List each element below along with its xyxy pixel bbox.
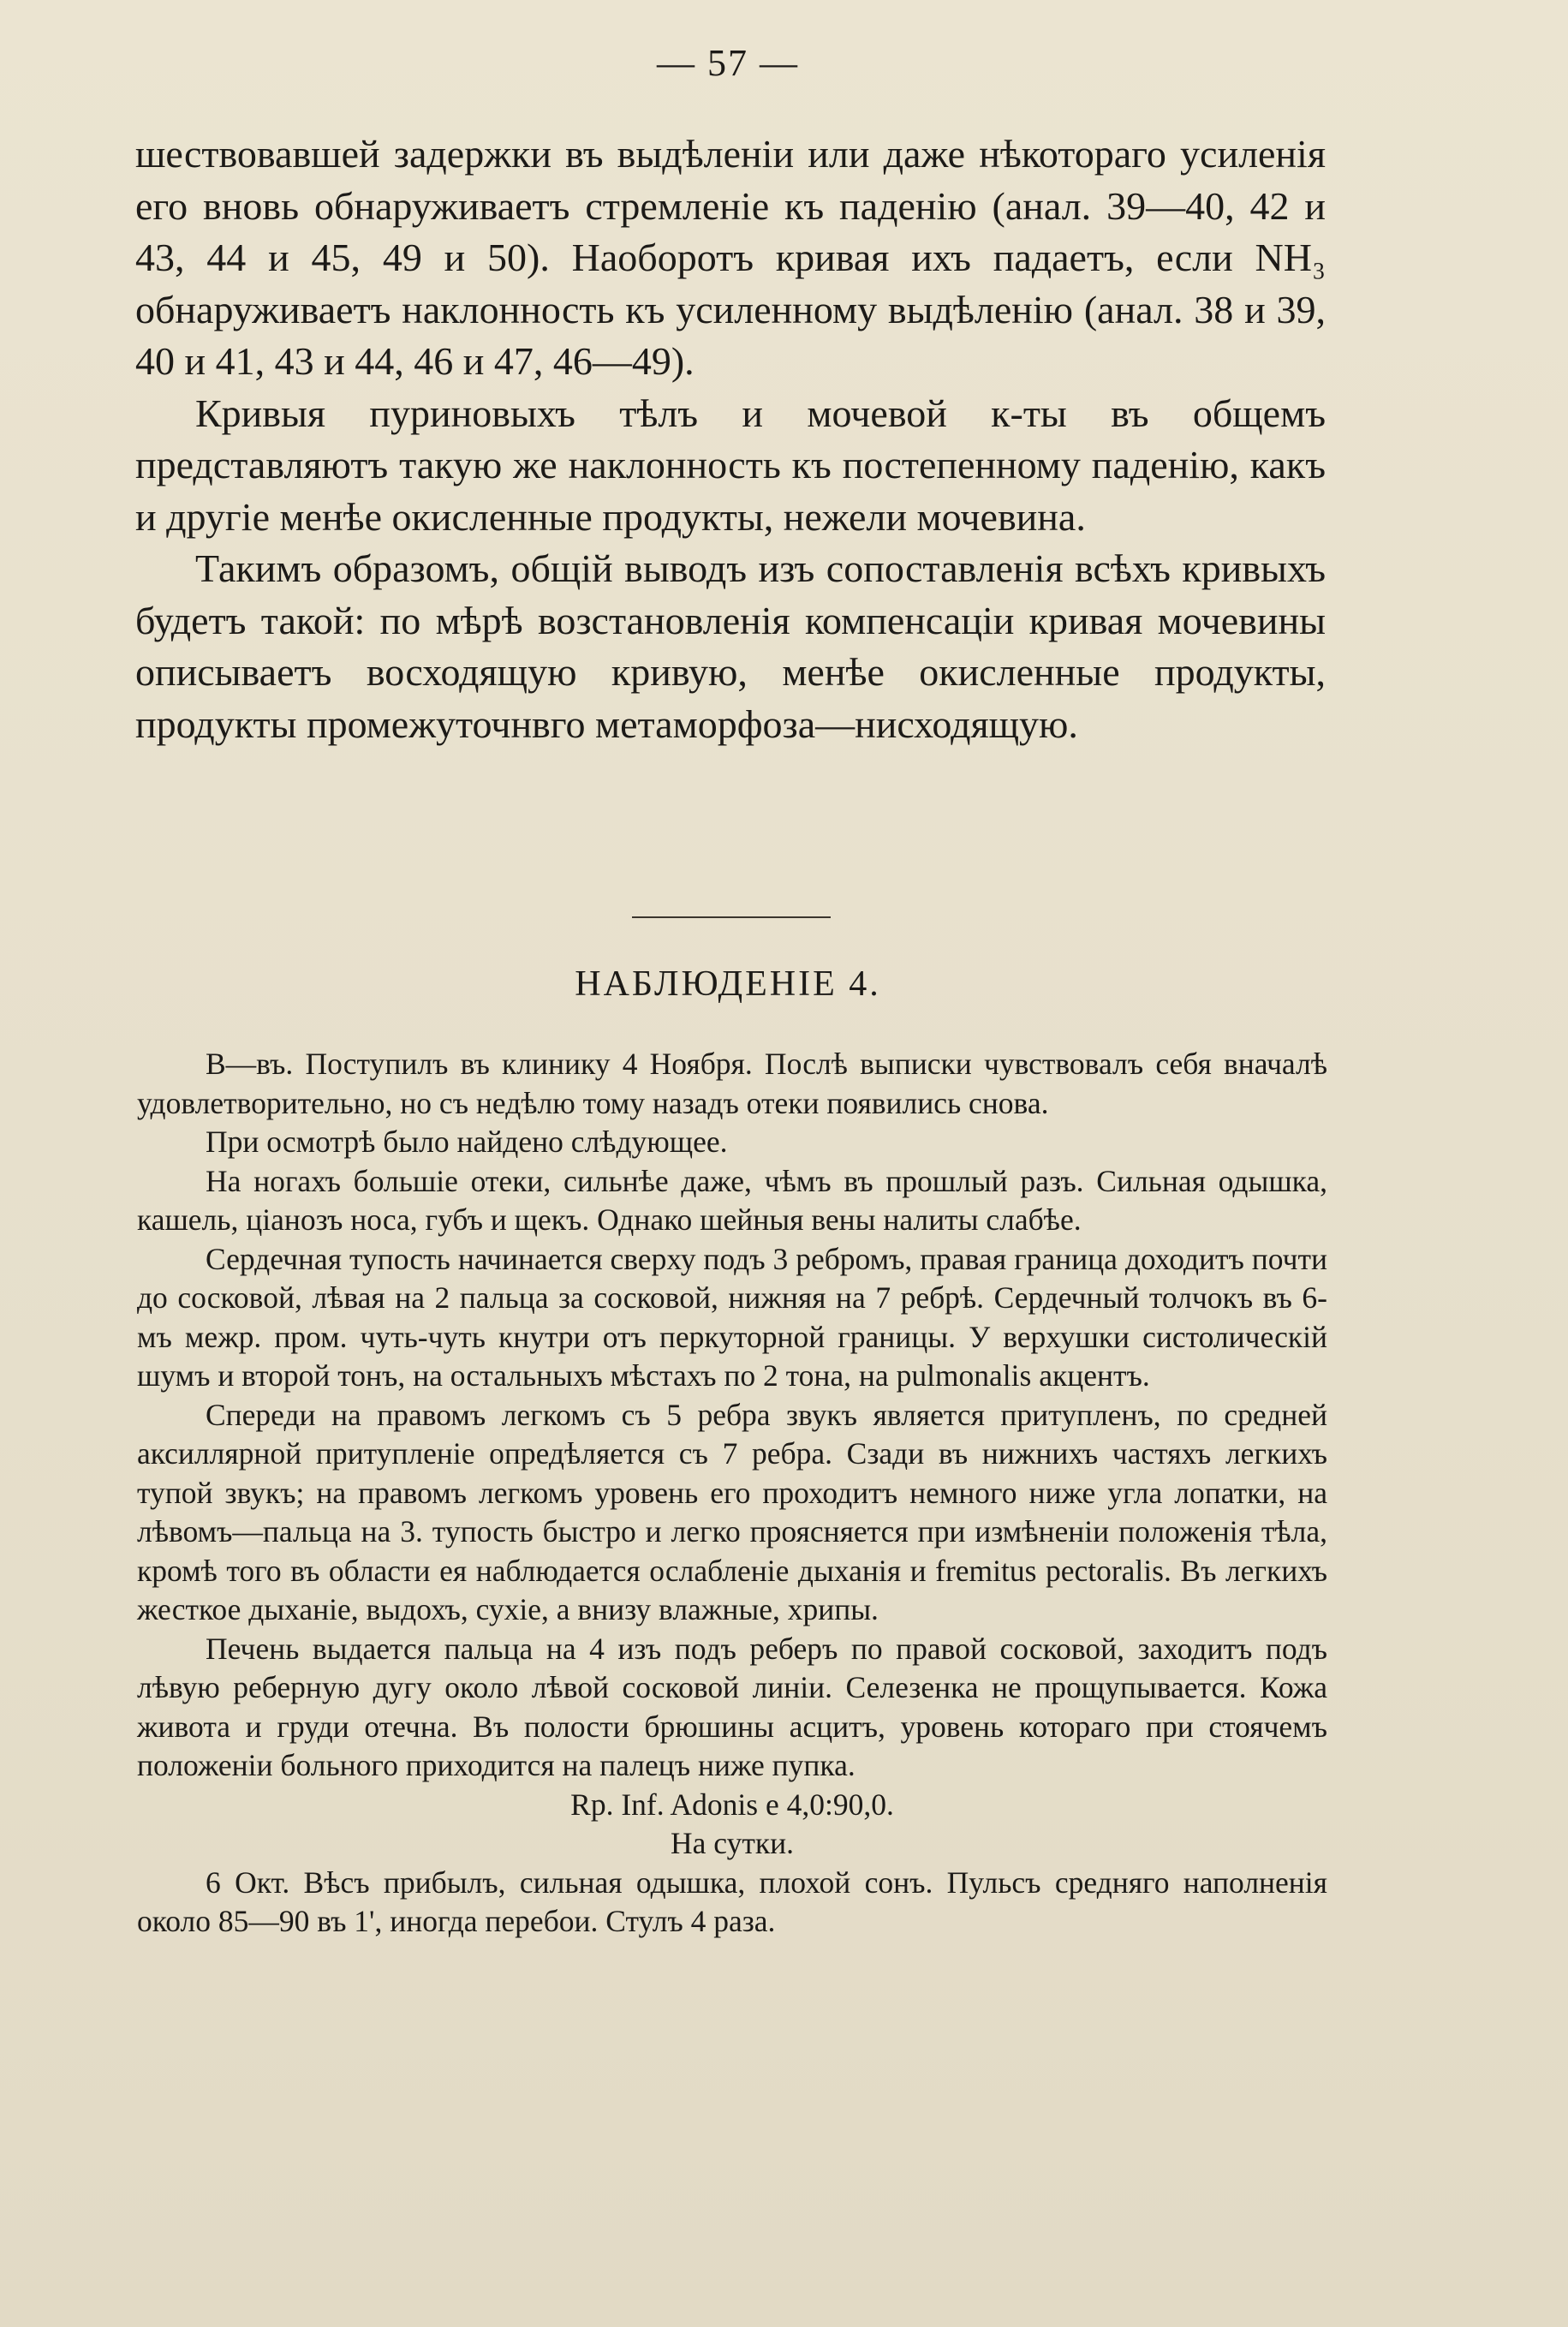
paragraph: При осмотрѣ было найдено слѣдующее. [206, 1125, 728, 1159]
prescription-dose: На сутки. [671, 1826, 794, 1860]
paragraph: В—въ. Поступилъ въ клинику 4 Ноября. Послѣ выписки чувствовалъ себя вначалѣ удовлетворительно, но съ недѣлю тому назадъ отеки появились снова. [137, 1047, 1327, 1120]
paragraph: Печень выдается пальца на 4 изъ подъ реберъ по правой сосковой, заходитъ подъ лѣвую реберную дугу около лѣвой сосковой линіи. Селезенка не прощупывается. Кожа живота и груди отечна. Въ полости брюшины асцитъ, уровень котораго при стоячемъ положеніи больного приходится на палецъ ниже пупка. [137, 1631, 1327, 1782]
section-divider [632, 916, 831, 918]
paragraph: 6 Окт. Вѣсъ прибылъ, сильная одышка, плохой сонъ. Пульсъ средняго наполненія около 85—90 въ 1', иногда перебои. Стулъ 4 раза. [137, 1865, 1327, 1938]
paragraph: Кривыя пуриновыхъ тѣлъ и мочевой к-ты въ общемъ представляютъ такую же наклонность къ постепенному паденію, какъ и другіе менѣе окисленные продукты, нежели мочевина. [135, 391, 1326, 539]
paragraph: На ногахъ большіе отеки, сильнѣе даже, чѣмъ въ прошлый разъ. Сильная одышка, кашель, ціанозъ носа, губъ и щекъ. Однако шейныя вены налиты слабѣе. [137, 1163, 1327, 1237]
paragraph: Сердечная тупость начинается сверху подъ 3 ребромъ, правая граница доходитъ почти до сосковой, лѣвая на 2 пальца за сосковой, нижняя на 7 ребрѣ. Сердечный толчокъ въ 6-мъ межр. пром. чуть-чуть кнутри отъ перкуторной границы. У верхушки систолическій шумъ и второй тонъ, на остальныхъ мѣстахъ по 2 тона, на pulmonalis акцентъ. [137, 1241, 1327, 1393]
observation-text [137, 1045, 1327, 1942]
paragraph: Спереди на правомъ легкомъ съ 5 ребра звукъ является притупленъ, по средней аксиллярной притупленіе опредѣляется съ 7 ребра. Сзади въ нижнихъ частяхъ легкихъ тупой звукъ; на правомъ легкомъ уровень его проходитъ немного ниже угла лопатки, на лѣвомъ—пальца на 3. тупость быстро и легко проясняется при измѣненіи положенія тѣла, кромѣ того въ области ея наблюдается ослабленіе дыханія и fremitus pectoralis. Въ легкихъ жесткое дыханіе, выдохъ, сухіе, а внизу влажные, хрипы. [137, 1397, 1327, 1626]
paragraph: шествовавшей задержки въ выдѣленіи или даже нѣкотораго усиленія его вновь обнаруживаетъ стремленіе къ паденію (анал. 39—40, 42 и 43, 44 и 45, 49 и 50). Наоборотъ кривая ихъ падаетъ, если NH₃ обнаруживаетъ наклонность къ усиленному выдѣленію (анал. 38 и 39, 40 и 41, 43 и 44, 46 и 47, 46—49). [135, 132, 1326, 383]
page-number: — 57 — [657, 42, 799, 84]
paragraph: Такимъ образомъ, общій выводъ изъ сопоставленія всѣхъ кривыхъ будетъ такой: по мѣрѣ возстановленія компенсаціи кривая мочевины описываетъ восходящую кривую, менѣе окисленные продукты, продукты промежуточнвго метаморфоза—нисходящую. [135, 546, 1326, 746]
discussion-text [135, 128, 1326, 750]
section-heading: НАБЛЮДЕНІЕ 4. [575, 964, 881, 1004]
prescription-line: Rp. Inf. Adonis e 4,0:90,0. [570, 1787, 894, 1822]
